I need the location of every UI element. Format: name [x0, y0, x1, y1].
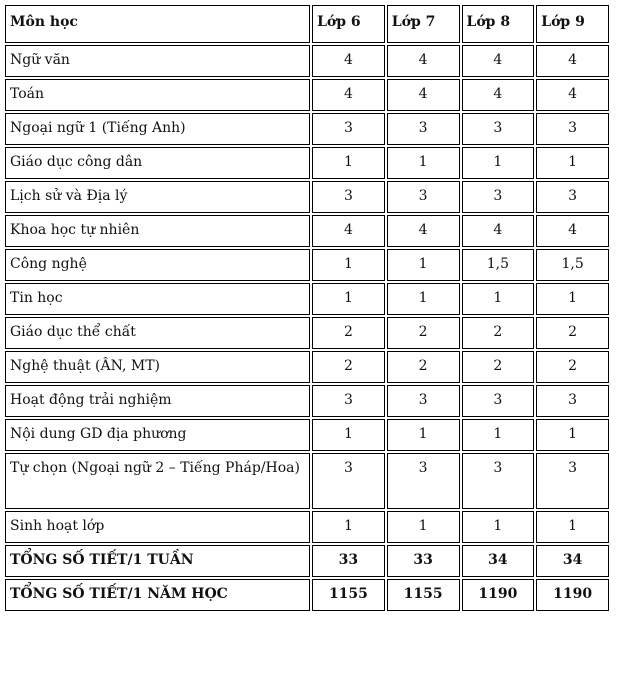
hours-cell: 2 — [387, 351, 460, 383]
table-row — [5, 45, 609, 77]
hours-cell: 3 — [312, 113, 385, 145]
hours-cell: 33 — [387, 545, 460, 577]
hours-cell: 1 — [536, 283, 609, 315]
hours-cell: 4 — [536, 79, 609, 111]
hours-cell: 1,5 — [536, 249, 609, 281]
hours-cell: 1 — [462, 283, 535, 315]
hours-cell: 1 — [387, 147, 460, 179]
header-grade-7: Lớp 7 — [387, 5, 460, 43]
hours-cell: 3 — [462, 181, 535, 213]
table-row — [5, 385, 609, 417]
hours-cell: 1 — [312, 511, 385, 543]
hours-cell: 1 — [536, 147, 609, 179]
hours-cell: 3 — [536, 385, 609, 417]
hours-cell: 4 — [312, 45, 385, 77]
hours-cell: 4 — [536, 45, 609, 77]
subject-cell: Nội dung GD địa phương — [5, 419, 310, 451]
table-row — [5, 147, 609, 179]
hours-cell: 2 — [312, 317, 385, 349]
table-row — [5, 351, 609, 383]
subject-hours-table — [3, 3, 611, 613]
subject-cell: Giáo dục công dân — [5, 147, 310, 179]
subject-cell: Tự chọn (Ngoại ngữ 2 – Tiếng Pháp/Hoa) — [5, 453, 310, 509]
hours-cell: 4 — [312, 79, 385, 111]
table-row — [5, 215, 609, 247]
header-grade-9: Lớp 9 — [536, 5, 609, 43]
hours-cell: 4 — [387, 45, 460, 77]
hours-cell: 1,5 — [462, 249, 535, 281]
subject-cell: Ngữ văn — [5, 45, 310, 77]
hours-cell: 1 — [312, 249, 385, 281]
hours-cell: 4 — [462, 45, 535, 77]
hours-cell: 3 — [387, 181, 460, 213]
table-row — [5, 545, 609, 577]
table-row — [5, 249, 609, 281]
header-grade-8: Lớp 8 — [462, 5, 535, 43]
table-row — [5, 79, 609, 111]
hours-cell: 1 — [312, 147, 385, 179]
hours-cell: 3 — [536, 181, 609, 213]
hours-cell: 1155 — [387, 579, 460, 611]
hours-cell: 1 — [387, 419, 460, 451]
hours-cell: 2 — [536, 351, 609, 383]
hours-cell: 1190 — [536, 579, 609, 611]
hours-cell: 4 — [312, 215, 385, 247]
hours-cell: 3 — [387, 385, 460, 417]
hours-cell: 4 — [462, 79, 535, 111]
subject-cell: Nghệ thuật (ÂN, MT) — [5, 351, 310, 383]
hours-cell: 4 — [387, 79, 460, 111]
hours-cell: 3 — [387, 113, 460, 145]
hours-cell: 1 — [536, 511, 609, 543]
hours-cell: 3 — [462, 385, 535, 417]
hours-cell: 1 — [312, 419, 385, 451]
table-row — [5, 419, 609, 451]
hours-cell: 1 — [387, 283, 460, 315]
hours-cell: 34 — [462, 545, 535, 577]
header-row — [5, 5, 609, 43]
hours-cell: 1 — [387, 511, 460, 543]
hours-cell: 1 — [312, 283, 385, 315]
subject-cell: Ngoại ngữ 1 (Tiếng Anh) — [5, 113, 310, 145]
table-row — [5, 511, 609, 543]
hours-cell: 3 — [462, 453, 535, 509]
hours-cell: 3 — [312, 385, 385, 417]
table-row — [5, 181, 609, 213]
hours-cell: 2 — [387, 317, 460, 349]
hours-cell: 3 — [387, 453, 460, 509]
hours-cell: 2 — [536, 317, 609, 349]
hours-cell: 1 — [462, 419, 535, 451]
table-row — [5, 453, 609, 509]
header-grade-6: Lớp 6 — [312, 5, 385, 43]
subject-cell: Lịch sử và Địa lý — [5, 181, 310, 213]
hours-cell: 2 — [312, 351, 385, 383]
hours-cell: 2 — [462, 317, 535, 349]
hours-cell: 1190 — [462, 579, 535, 611]
hours-cell: 1 — [536, 419, 609, 451]
hours-cell: 1155 — [312, 579, 385, 611]
hours-cell: 3 — [536, 453, 609, 509]
subject-cell: Tin học — [5, 283, 310, 315]
subject-cell: Khoa học tự nhiên — [5, 215, 310, 247]
subject-cell: Giáo dục thể chất — [5, 317, 310, 349]
hours-cell: 1 — [462, 511, 535, 543]
table-body — [5, 45, 609, 611]
hours-cell: 4 — [536, 215, 609, 247]
subject-cell: TỔNG SỐ TIẾT/1 TUẦN — [5, 545, 310, 577]
hours-cell: 3 — [462, 113, 535, 145]
table-row — [5, 317, 609, 349]
hours-cell: 1 — [462, 147, 535, 179]
hours-cell: 3 — [312, 453, 385, 509]
hours-cell: 4 — [462, 215, 535, 247]
table-row — [5, 283, 609, 315]
hours-cell: 2 — [462, 351, 535, 383]
hours-cell: 3 — [312, 181, 385, 213]
subject-cell: Sinh hoạt lớp — [5, 511, 310, 543]
table-row — [5, 113, 609, 145]
hours-cell: 1 — [387, 249, 460, 281]
subject-cell: Hoạt động trải nghiệm — [5, 385, 310, 417]
hours-cell: 33 — [312, 545, 385, 577]
header-subject: Môn học — [5, 5, 310, 43]
hours-cell: 34 — [536, 545, 609, 577]
table-row — [5, 579, 609, 611]
subject-cell: Công nghệ — [5, 249, 310, 281]
subject-cell: TỔNG SỐ TIẾT/1 NĂM HỌC — [5, 579, 310, 611]
hours-cell: 3 — [536, 113, 609, 145]
hours-cell: 4 — [387, 215, 460, 247]
subject-cell: Toán — [5, 79, 310, 111]
